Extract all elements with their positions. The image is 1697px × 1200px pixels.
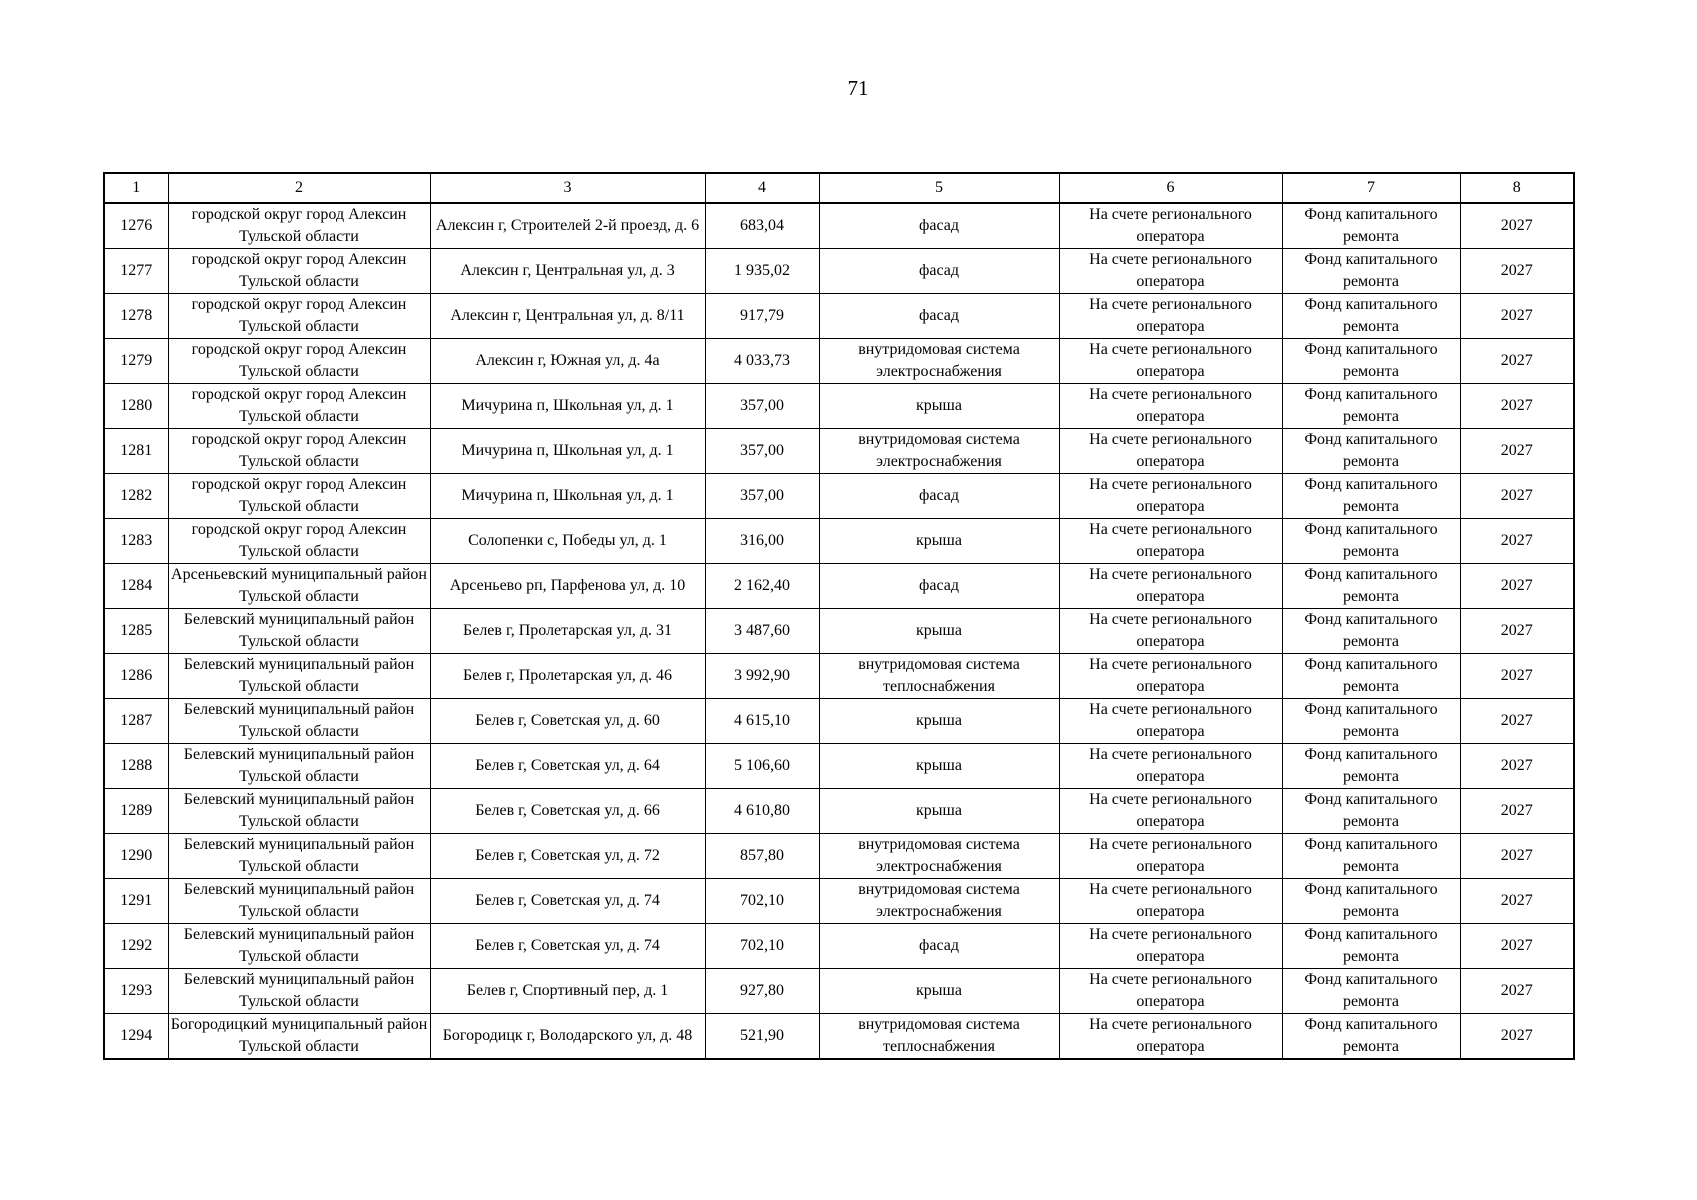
table-row [104, 699, 1574, 744]
cell-municipality: Белевский муниципальный район Тульской области [168, 744, 430, 789]
cell-municipality: городской округ город Алексин Тульской области [168, 203, 430, 249]
cell-work-type: внутридомовая система теплоснабжения [819, 1014, 1059, 1060]
cell-area: 927,80 [705, 969, 819, 1014]
cell-row-number: 1285 [104, 609, 168, 654]
cell-year: 2027 [1460, 609, 1574, 654]
cell-work-type: крыша [819, 519, 1059, 564]
table-row [104, 564, 1574, 609]
cell-fund-account: На счете регионального оператора [1059, 249, 1282, 294]
column-header-6: 6 [1059, 173, 1282, 203]
cell-work-type: внутридомовая система электроснабжения [819, 339, 1059, 384]
cell-municipality: Белевский муниципальный район Тульской области [168, 609, 430, 654]
cell-work-type: внутридомовая система теплоснабжения [819, 654, 1059, 699]
cell-address: Белев г, Советская ул, д. 74 [430, 924, 705, 969]
table-row [104, 519, 1574, 564]
cell-work-type: крыша [819, 384, 1059, 429]
cell-funding-source: Фонд капитального ремонта [1282, 384, 1460, 429]
cell-row-number: 1284 [104, 564, 168, 609]
cell-row-number: 1290 [104, 834, 168, 879]
cell-work-type: крыша [819, 699, 1059, 744]
cell-address: Алексин г, Центральная ул, д. 8/11 [430, 294, 705, 339]
cell-row-number: 1294 [104, 1014, 168, 1060]
table-row [104, 789, 1574, 834]
cell-area: 4 610,80 [705, 789, 819, 834]
cell-area: 357,00 [705, 384, 819, 429]
cell-funding-source: Фонд капитального ремонта [1282, 879, 1460, 924]
table-row [104, 609, 1574, 654]
cell-fund-account: На счете регионального оператора [1059, 924, 1282, 969]
cell-funding-source: Фонд капитального ремонта [1282, 834, 1460, 879]
cell-fund-account: На счете регионального оператора [1059, 429, 1282, 474]
cell-address: Арсеньево рп, Парфенова ул, д. 10 [430, 564, 705, 609]
cell-fund-account: На счете регионального оператора [1059, 519, 1282, 564]
cell-area: 3 487,60 [705, 609, 819, 654]
cell-fund-account: На счете регионального оператора [1059, 879, 1282, 924]
cell-address: Мичурина п, Школьная ул, д. 1 [430, 384, 705, 429]
table-row [104, 339, 1574, 384]
cell-row-number: 1292 [104, 924, 168, 969]
cell-address: Белев г, Советская ул, д. 72 [430, 834, 705, 879]
cell-municipality: Белевский муниципальный район Тульской области [168, 879, 430, 924]
cell-year: 2027 [1460, 699, 1574, 744]
cell-fund-account: На счете регионального оператора [1059, 744, 1282, 789]
cell-fund-account: На счете регионального оператора [1059, 834, 1282, 879]
cell-work-type: фасад [819, 203, 1059, 249]
cell-fund-account: На счете регионального оператора [1059, 564, 1282, 609]
cell-fund-account: На счете регионального оператора [1059, 384, 1282, 429]
cell-funding-source: Фонд капитального ремонта [1282, 969, 1460, 1014]
cell-municipality: Белевский муниципальный район Тульской области [168, 834, 430, 879]
cell-row-number: 1283 [104, 519, 168, 564]
cell-funding-source: Фонд капитального ремонта [1282, 519, 1460, 564]
table-header [104, 173, 1574, 203]
cell-address: Алексин г, Строителей 2-й проезд, д. 6 [430, 203, 705, 249]
cell-year: 2027 [1460, 474, 1574, 519]
cell-area: 2 162,40 [705, 564, 819, 609]
cell-row-number: 1279 [104, 339, 168, 384]
cell-municipality: Богородицкий муниципальный район Тульской области [168, 1014, 430, 1060]
cell-area: 3 992,90 [705, 654, 819, 699]
cell-area: 4 615,10 [705, 699, 819, 744]
cell-row-number: 1277 [104, 249, 168, 294]
cell-municipality: городской округ город Алексин Тульской области [168, 519, 430, 564]
cell-area: 5 106,60 [705, 744, 819, 789]
table-row [104, 654, 1574, 699]
table-row [104, 879, 1574, 924]
cell-area: 357,00 [705, 474, 819, 519]
cell-municipality: Белевский муниципальный район Тульской области [168, 699, 430, 744]
table-row [104, 834, 1574, 879]
cell-funding-source: Фонд капитального ремонта [1282, 474, 1460, 519]
cell-row-number: 1286 [104, 654, 168, 699]
cell-work-type: фасад [819, 474, 1059, 519]
cell-municipality: Белевский муниципальный район Тульской области [168, 654, 430, 699]
cell-year: 2027 [1460, 203, 1574, 249]
cell-address: Белев г, Советская ул, д. 74 [430, 879, 705, 924]
cell-address: Белев г, Советская ул, д. 64 [430, 744, 705, 789]
cell-municipality: городской округ город Алексин Тульской области [168, 384, 430, 429]
cell-funding-source: Фонд капитального ремонта [1282, 654, 1460, 699]
cell-row-number: 1282 [104, 474, 168, 519]
cell-address: Белев г, Советская ул, д. 60 [430, 699, 705, 744]
cell-municipality: Белевский муниципальный район Тульской области [168, 969, 430, 1014]
cell-funding-source: Фонд капитального ремонта [1282, 699, 1460, 744]
cell-area: 521,90 [705, 1014, 819, 1060]
cell-fund-account: На счете регионального оператора [1059, 339, 1282, 384]
cell-funding-source: Фонд капитального ремонта [1282, 924, 1460, 969]
table-row [104, 1014, 1574, 1060]
cell-work-type: крыша [819, 609, 1059, 654]
cell-work-type: крыша [819, 744, 1059, 789]
cell-address: Мичурина п, Школьная ул, д. 1 [430, 429, 705, 474]
cell-work-type: крыша [819, 969, 1059, 1014]
cell-row-number: 1293 [104, 969, 168, 1014]
column-header-8: 8 [1460, 173, 1574, 203]
cell-municipality: Белевский муниципальный район Тульской области [168, 789, 430, 834]
cell-area: 4 033,73 [705, 339, 819, 384]
cell-work-type: внутридомовая система электроснабжения [819, 879, 1059, 924]
cell-year: 2027 [1460, 429, 1574, 474]
cell-fund-account: На счете регионального оператора [1059, 1014, 1282, 1060]
cell-work-type: внутридомовая система электроснабжения [819, 834, 1059, 879]
cell-year: 2027 [1460, 924, 1574, 969]
table-row [104, 294, 1574, 339]
cell-address: Белев г, Советская ул, д. 66 [430, 789, 705, 834]
column-header-2: 2 [168, 173, 430, 203]
table-row [104, 203, 1574, 249]
cell-year: 2027 [1460, 969, 1574, 1014]
cell-funding-source: Фонд капитального ремонта [1282, 339, 1460, 384]
cell-municipality: городской округ город Алексин Тульской области [168, 339, 430, 384]
cell-work-type: крыша [819, 789, 1059, 834]
column-header-4: 4 [705, 173, 819, 203]
cell-work-type: фасад [819, 249, 1059, 294]
cell-municipality: городской округ город Алексин Тульской области [168, 429, 430, 474]
cell-area: 683,04 [705, 203, 819, 249]
cell-year: 2027 [1460, 519, 1574, 564]
cell-work-type: фасад [819, 564, 1059, 609]
cell-area: 357,00 [705, 429, 819, 474]
cell-municipality: городской округ город Алексин Тульской области [168, 474, 430, 519]
cell-year: 2027 [1460, 744, 1574, 789]
cell-fund-account: На счете регионального оператора [1059, 474, 1282, 519]
cell-work-type: фасад [819, 294, 1059, 339]
cell-row-number: 1289 [104, 789, 168, 834]
cell-fund-account: На счете регионального оператора [1059, 789, 1282, 834]
cell-fund-account: На счете регионального оператора [1059, 969, 1282, 1014]
cell-funding-source: Фонд капитального ремонта [1282, 744, 1460, 789]
cell-funding-source: Фонд капитального ремонта [1282, 609, 1460, 654]
cell-row-number: 1288 [104, 744, 168, 789]
cell-address: Алексин г, Южная ул, д. 4а [430, 339, 705, 384]
cell-year: 2027 [1460, 384, 1574, 429]
cell-year: 2027 [1460, 339, 1574, 384]
cell-fund-account: На счете регионального оператора [1059, 294, 1282, 339]
cell-year: 2027 [1460, 564, 1574, 609]
table-row [104, 474, 1574, 519]
repair-schedule-table [103, 172, 1575, 1060]
table-row [104, 384, 1574, 429]
cell-work-type: фасад [819, 924, 1059, 969]
cell-fund-account: На счете регионального оператора [1059, 654, 1282, 699]
header-row [104, 173, 1574, 203]
table-row [104, 969, 1574, 1014]
cell-row-number: 1278 [104, 294, 168, 339]
table-row [104, 924, 1574, 969]
page-number: 71 [847, 76, 869, 100]
cell-area: 1 935,02 [705, 249, 819, 294]
cell-address: Алексин г, Центральная ул, д. 3 [430, 249, 705, 294]
cell-area: 702,10 [705, 879, 819, 924]
cell-area: 917,79 [705, 294, 819, 339]
cell-area: 702,10 [705, 924, 819, 969]
cell-municipality: Арсеньевский муниципальный район Тульской области [168, 564, 430, 609]
cell-row-number: 1276 [104, 203, 168, 249]
cell-year: 2027 [1460, 294, 1574, 339]
cell-year: 2027 [1460, 1014, 1574, 1060]
cell-funding-source: Фонд капитального ремонта [1282, 203, 1460, 249]
table-row [104, 249, 1574, 294]
cell-address: Мичурина п, Школьная ул, д. 1 [430, 474, 705, 519]
cell-funding-source: Фонд капитального ремонта [1282, 294, 1460, 339]
cell-funding-source: Фонд капитального ремонта [1282, 789, 1460, 834]
cell-address: Белев г, Пролетарская ул, д. 31 [430, 609, 705, 654]
cell-funding-source: Фонд капитального ремонта [1282, 429, 1460, 474]
cell-area: 316,00 [705, 519, 819, 564]
cell-funding-source: Фонд капитального ремонта [1282, 1014, 1460, 1060]
column-header-7: 7 [1282, 173, 1460, 203]
column-header-3: 3 [430, 173, 705, 203]
cell-address: Солопенки с, Победы ул, д. 1 [430, 519, 705, 564]
cell-work-type: внутридомовая система электроснабжения [819, 429, 1059, 474]
column-header-5: 5 [819, 173, 1059, 203]
cell-municipality: городской округ город Алексин Тульской области [168, 249, 430, 294]
cell-row-number: 1280 [104, 384, 168, 429]
cell-address: Белев г, Пролетарская ул, д. 46 [430, 654, 705, 699]
cell-address: Богородицк г, Володарского ул, д. 48 [430, 1014, 705, 1060]
cell-municipality: городской округ город Алексин Тульской области [168, 294, 430, 339]
cell-fund-account: На счете регионального оператора [1059, 203, 1282, 249]
cell-municipality: Белевский муниципальный район Тульской области [168, 924, 430, 969]
cell-row-number: 1281 [104, 429, 168, 474]
cell-year: 2027 [1460, 654, 1574, 699]
table-row [104, 744, 1574, 789]
cell-fund-account: На счете регионального оператора [1059, 609, 1282, 654]
cell-fund-account: На счете регионального оператора [1059, 699, 1282, 744]
cell-year: 2027 [1460, 789, 1574, 834]
cell-row-number: 1287 [104, 699, 168, 744]
column-header-1: 1 [104, 173, 168, 203]
cell-year: 2027 [1460, 249, 1574, 294]
cell-address: Белев г, Спортивный пер, д. 1 [430, 969, 705, 1014]
cell-year: 2027 [1460, 834, 1574, 879]
cell-year: 2027 [1460, 879, 1574, 924]
table-row [104, 429, 1574, 474]
cell-row-number: 1291 [104, 879, 168, 924]
cell-funding-source: Фонд капитального ремонта [1282, 564, 1460, 609]
table-body [104, 203, 1574, 1059]
cell-funding-source: Фонд капитального ремонта [1282, 249, 1460, 294]
cell-area: 857,80 [705, 834, 819, 879]
